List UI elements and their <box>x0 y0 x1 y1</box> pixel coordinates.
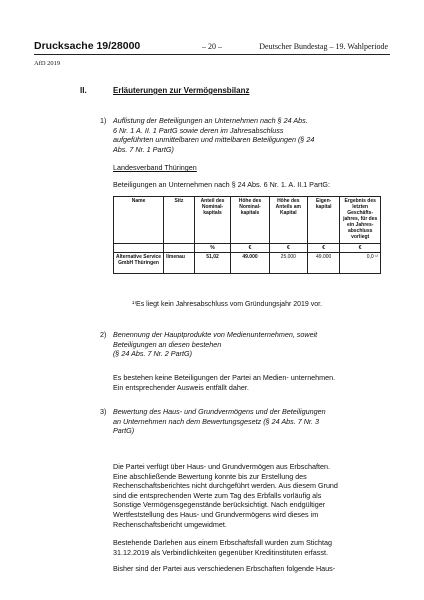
col-header: Eigen-kapital <box>307 197 339 244</box>
body-line: Sonstige Vermögensgegenstände berücksichtigt. Nach endgültiger <box>113 500 326 510</box>
item-1-line: 6 Nr. 1 A. II. 1 PartG sowie deren im Jahresabschluss <box>113 125 284 135</box>
item-2-heading <box>113 330 317 359</box>
item-1-heading <box>113 116 314 154</box>
table-footnote: ¹⁾Es liegt kein Jahresabschluss vom Gründungsjahr 2019 vor. <box>132 301 323 308</box>
table-row <box>114 253 381 274</box>
col-header: Anteil des Nominal-kapitals <box>194 197 231 244</box>
col-header: Name <box>114 197 164 244</box>
party-id: AfD 2019 <box>34 60 61 67</box>
unit-cell <box>164 244 195 253</box>
unit-cell: € <box>269 244 307 253</box>
table-cell: 25.000 <box>269 253 307 274</box>
unit-cell: € <box>231 244 269 253</box>
col-header: Höhe des Nominal-kapitals <box>231 197 269 244</box>
item-3-paragraph-1 <box>113 462 338 529</box>
body-line: Wertfeststellung des Haus- und Grundvermögens wird dieses im <box>113 509 319 519</box>
item-3-line: an Unternehmen nach dem Bewertungsgesetz (§ 24 Abs. 7 Nr. 3 <box>113 416 320 426</box>
item-1-line: Auflistung der Beteiligungen an Unternehmen nach § 24 Abs. <box>113 116 308 125</box>
table-cell: Alternative Service GmbH Thüringen <box>114 253 164 274</box>
document-number: Drucksache 19/28000 <box>34 40 141 52</box>
col-header: Sitz <box>164 197 195 244</box>
item-3-heading <box>113 407 326 436</box>
item-3-paragraph-3: Bisher sind der Partei aus verschiedenen Erbschaften folgende Haus- <box>113 564 336 573</box>
item-3-paragraph-2 <box>113 538 332 557</box>
body-line: Ein entsprechender Ausweis entfällt daher. <box>113 382 249 392</box>
unit-cell: € <box>340 244 381 253</box>
unit-cell <box>114 244 164 253</box>
body-line: sind die entsprechenden Werte zum Tag des Erbfalls vorläufig als <box>113 490 322 500</box>
body-line: Rechenschaftsberichtes nicht durchgeführt werden. Aus diesem Grund <box>113 481 338 491</box>
body-line: Bestehende Darlehen aus einem Erbschaftsfall wurden zum Stichtag <box>113 538 332 547</box>
unit-row <box>114 244 381 253</box>
item-3-number: 3) <box>100 407 107 416</box>
item-3-line: Bewertung des Haus- und Grundvermögens und der Beteiligungen <box>113 407 326 416</box>
body-line: Es bestehen keine Beteiligungen der Partei an Medien- unternehmen. <box>113 373 336 382</box>
item-2-line: (§ 24 Abs. 7 Nr. 2 PartG) <box>113 349 192 358</box>
table-intro: Beteiligungen an Unternehmen nach § 24 Abs. 6 Nr. 1. A. II.1 PartG: <box>113 180 330 189</box>
item-1-number: 1) <box>100 116 107 125</box>
unit-cell: % <box>194 244 231 253</box>
table-cell: Ilmenau <box>164 253 195 274</box>
body-line: Die Partei verfügt über Haus- und Grundvermögen aus Erbschaften. <box>113 462 330 471</box>
unit-cell: € <box>307 244 339 253</box>
item-3-line: PartG) <box>113 426 135 435</box>
page-number: – 20 – <box>202 42 222 51</box>
body-line: Rechenschaftsbericht umgewidmet. <box>113 519 227 529</box>
section-title: Erläuterungen zur Vermögensbilanz <box>113 86 250 95</box>
item-1-line: aufgeführten unmittelbaren und mittelbaren Beteiligungen (§ 24 <box>113 135 315 144</box>
item-2-body <box>113 373 335 392</box>
table-cell: 51,02 <box>194 253 231 274</box>
table-cell: 0,0 ¹⁾ <box>340 253 381 274</box>
header-rule <box>34 54 390 55</box>
body-line: 31.12.2019 als Verbindlichkeiten gegenüber Kreditinstituten erfasst. <box>113 547 328 557</box>
item-1-line: Abs. 7 Nr. 1 PartG) <box>113 144 174 154</box>
item-2-number: 2) <box>100 330 107 339</box>
beteiligungen-table <box>113 196 381 274</box>
col-header: Ergebnis des letzten Geschäfts-jahres, für des ein Jahres-abschluss vorliegt <box>340 197 381 244</box>
col-header: Höhe des Anteils am Kapital <box>269 197 307 244</box>
table-cell: 49.000 <box>307 253 339 274</box>
publisher-line: Deutscher Bundestag – 19. Wahlperiode <box>259 42 388 51</box>
item-2-line: Beteiligungen an diesen bestehen <box>113 339 222 349</box>
section-number: II. <box>80 86 87 95</box>
item-2-line: Benennung der Hauptprodukte von Medienunternehmen, soweit <box>113 330 318 339</box>
subheading-landesverband: Landesverband Thüringen <box>113 163 197 172</box>
table-cell: 49.000 <box>231 253 269 274</box>
body-line: Eine abschließende Bewertung konnte bis zur Erstellung des <box>113 471 307 481</box>
